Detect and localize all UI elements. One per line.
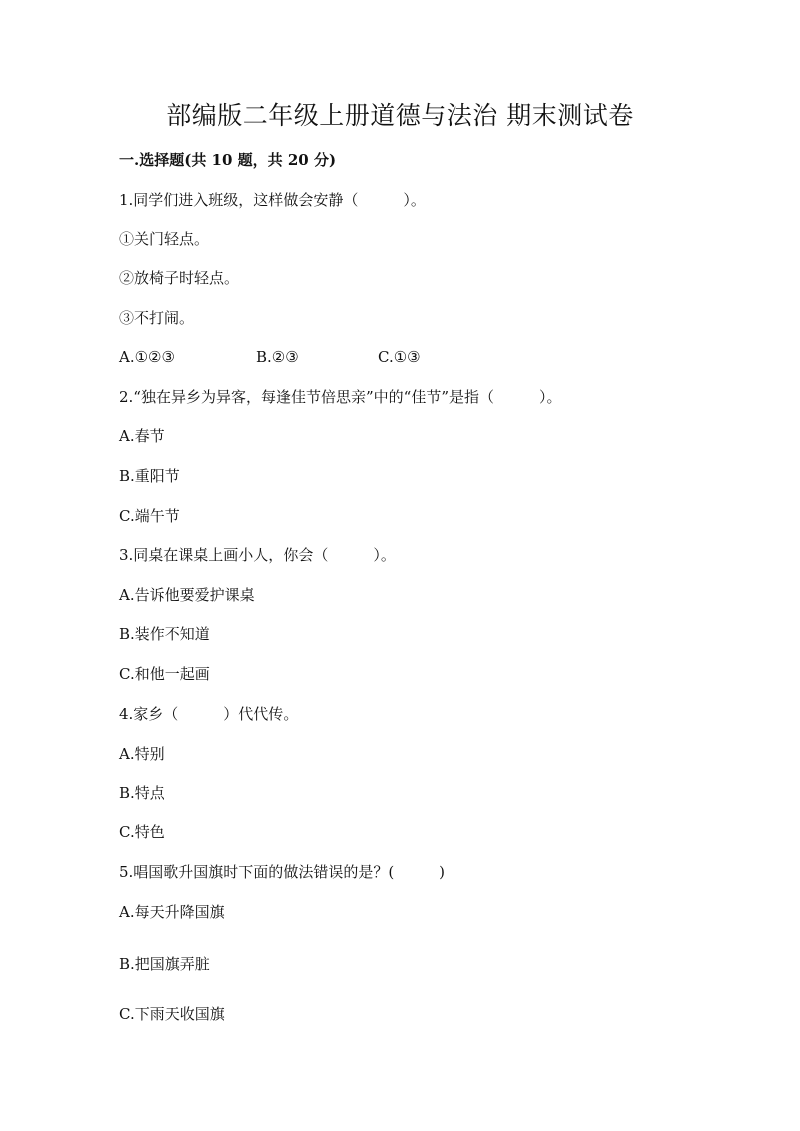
question-5-option-b[interactable]: B.把国旗弄脏 [119, 955, 210, 973]
question-5-option-a[interactable]: A.每天升降国旗 [119, 903, 225, 921]
question-5-stem: 5.唱国歌升国旗时下面的做法错误的是？( ) [119, 863, 446, 881]
exam-title: 部编版二年级上册道德与法治 期末测试卷 [166, 101, 634, 130]
question-1-statement-1: ①关门轻点。 [119, 230, 210, 248]
question-1-statement-3: ③不打闹。 [119, 309, 195, 327]
question-1-options [119, 347, 421, 367]
question-1-option-a[interactable]: A.①②③ [119, 348, 175, 366]
question-4-stem: 4.家乡（ ）代代传。 [119, 705, 299, 723]
question-2-option-c[interactable]: C.端午节 [119, 507, 180, 525]
question-4-option-c[interactable]: C.特色 [119, 823, 165, 841]
question-5-option-c[interactable]: C.下雨天收国旗 [119, 1005, 225, 1023]
question-3-option-a[interactable]: A.告诉他要爱护课桌 [119, 586, 255, 604]
question-4-option-b[interactable]: B.特点 [119, 784, 165, 802]
question-2-stem: 2.“独在异乡为异客，每逢佳节倍思亲”中的“佳节”是指（ ）。 [119, 388, 562, 406]
question-1-stem: 1.同学们进入班级，这样做会安静（ ）。 [119, 191, 426, 209]
question-1-option-b[interactable]: B.②③ [256, 348, 299, 366]
question-1-option-c[interactable]: C.①③ [378, 348, 421, 366]
question-3-option-b[interactable]: B.装作不知道 [119, 625, 210, 643]
question-1-statement-2: ②放椅子时轻点。 [119, 269, 240, 287]
question-4-option-a[interactable]: A.特别 [119, 745, 165, 763]
question-3-stem: 3.同桌在课桌上画小人，你会（ ）。 [119, 546, 396, 564]
section-heading: 一.选择题(共 10 题，共 20 分) [119, 151, 337, 169]
question-3-option-c[interactable]: C.和他一起画 [119, 665, 210, 683]
question-2-option-b[interactable]: B.重阳节 [119, 467, 180, 485]
question-2-option-a[interactable]: A.春节 [119, 427, 165, 445]
